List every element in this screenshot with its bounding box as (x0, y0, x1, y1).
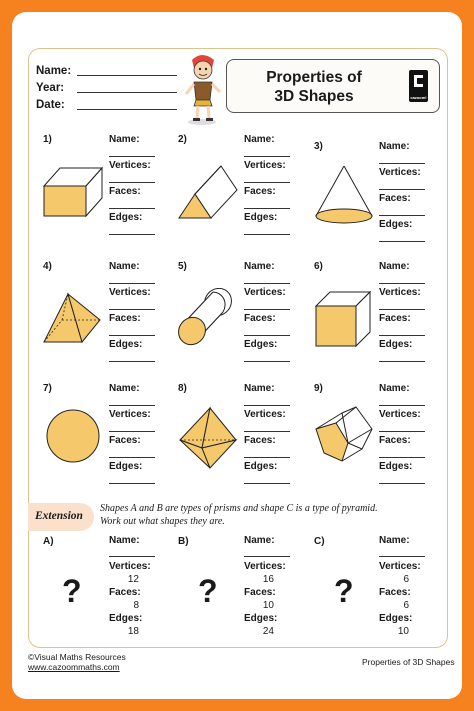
edges-field-label: Edges: (109, 339, 143, 350)
edges-field-label: Edges: (379, 219, 413, 230)
name-answer-line[interactable] (244, 405, 290, 406)
name-answer-line[interactable] (109, 405, 155, 406)
faces-field-label: Faces: (109, 587, 141, 598)
name-answer-line[interactable] (109, 283, 155, 284)
website-link[interactable]: www.cazoommaths.com (28, 662, 120, 672)
extension-letter: B) (178, 536, 189, 547)
vertices-field-label: Vertices: (109, 160, 151, 171)
name-answer-line[interactable] (109, 156, 155, 157)
faces-field-label: Faces: (379, 435, 411, 446)
name-field-label: Name: (109, 261, 140, 272)
edges-answer-line[interactable] (379, 241, 425, 242)
pentagonal-prism-icon (312, 403, 376, 465)
name-field-label: Name: (379, 261, 410, 272)
edges-value: 18 (127, 626, 139, 637)
vertices-field-label: Vertices: (379, 167, 421, 178)
faces-field-label: Faces: (244, 313, 276, 324)
question-mark: ? (334, 573, 354, 609)
name-field-label: Name: (244, 383, 275, 394)
cazoom-logo (409, 70, 428, 102)
cuboid-icon (40, 160, 104, 224)
vertices-field-label: Vertices: (379, 561, 421, 572)
question-number: 4) (43, 261, 52, 272)
vertices-answer-line[interactable] (379, 431, 425, 432)
faces-field-label: Faces: (244, 435, 276, 446)
faces-field-label: Faces: (244, 587, 276, 598)
year-field[interactable] (77, 92, 177, 93)
copyright-text: ©Visual Maths Resources (28, 652, 126, 662)
vertices-field-label: Vertices: (109, 287, 151, 298)
name-answer-line[interactable] (379, 556, 425, 557)
faces-field-label: Faces: (109, 186, 141, 197)
faces-field-label: Faces: (379, 193, 411, 204)
faces-field-label: Faces: (379, 587, 411, 598)
edges-answer-line[interactable] (109, 361, 155, 362)
faces-answer-line[interactable] (379, 335, 425, 336)
name-field-label: Name: (379, 141, 410, 152)
name-answer-line[interactable] (244, 283, 290, 284)
name-field-label: Name: (244, 535, 275, 546)
octahedron-icon (176, 404, 240, 470)
extension-instructions: Shapes A and B are types of prisms and shape C is a type of pyramid. Work out what shapes they are. (100, 503, 378, 527)
extension-tab (28, 503, 94, 531)
year-label: Year: (36, 82, 65, 94)
name-answer-line[interactable] (244, 156, 290, 157)
edges-answer-line[interactable] (244, 361, 290, 362)
vertices-field-label: Vertices: (244, 287, 286, 298)
faces-field-label: Faces: (109, 435, 141, 446)
edges-field-label: Edges: (379, 613, 413, 624)
name-answer-line[interactable] (379, 405, 425, 406)
faces-value: 6 (403, 600, 409, 611)
name-field-label: Name: (109, 383, 140, 394)
title-line-2: 3D Shapes (274, 88, 354, 105)
faces-value: 8 (133, 600, 139, 611)
vertices-answer-line[interactable] (109, 431, 155, 432)
faces-answer-line[interactable] (244, 335, 290, 336)
name-answer-line[interactable] (244, 556, 290, 557)
square-pyramid-icon (40, 288, 104, 348)
name-field-label: Name: (379, 535, 410, 546)
question-number: 6) (314, 261, 323, 272)
question-number: 3) (314, 141, 323, 152)
faces-answer-line[interactable] (244, 208, 290, 209)
edges-field-label: Edges: (244, 461, 278, 472)
edges-answer-line[interactable] (379, 361, 425, 362)
edges-field-label: Edges: (379, 461, 413, 472)
name-answer-line[interactable] (379, 283, 425, 284)
logo-mark-icon (413, 74, 424, 88)
name-field-label: Name: (109, 535, 140, 546)
faces-answer-line[interactable] (109, 457, 155, 458)
vertices-answer-line[interactable] (379, 309, 425, 310)
vertices-field-label: Vertices: (379, 287, 421, 298)
edges-answer-line[interactable] (379, 483, 425, 484)
footer-title: Properties of 3D Shapes (362, 657, 455, 667)
vertices-answer-line[interactable] (244, 431, 290, 432)
faces-field-label: Faces: (109, 313, 141, 324)
edges-answer-line[interactable] (109, 234, 155, 235)
vertices-value: 16 (262, 574, 274, 585)
extension-letter: A) (43, 536, 54, 547)
name-field-label: Name: (244, 261, 275, 272)
question-mark: ? (62, 573, 82, 609)
vertices-field-label: Vertices: (109, 409, 151, 420)
faces-answer-line[interactable] (109, 335, 155, 336)
name-answer-line[interactable] (379, 163, 425, 164)
page-title (239, 68, 389, 106)
question-number: 8) (178, 383, 187, 394)
logo-text: cazoom! (410, 95, 427, 100)
question-number: 5) (178, 261, 187, 272)
name-answer-line[interactable] (109, 556, 155, 557)
edges-answer-line[interactable] (244, 234, 290, 235)
edges-field-label: Edges: (244, 212, 278, 223)
question-number: 1) (43, 134, 52, 145)
vertices-answer-line[interactable] (379, 189, 425, 190)
faces-value: 10 (262, 600, 274, 611)
vertices-answer-line[interactable] (109, 182, 155, 183)
edges-field-label: Edges: (109, 212, 143, 223)
cone-icon (312, 162, 376, 226)
edges-field-label: Edges: (244, 613, 278, 624)
edges-field-label: Edges: (244, 339, 278, 350)
title-line-1: Properties of (266, 69, 362, 86)
vertices-field-label: Vertices: (109, 561, 151, 572)
faces-field-label: Faces: (379, 313, 411, 324)
edges-value: 10 (397, 626, 409, 637)
edges-field-label: Edges: (109, 613, 143, 624)
cartoon-girl-icon (182, 52, 224, 126)
title-box (226, 59, 440, 113)
name-label: Name: (36, 65, 72, 77)
vertices-value: 12 (127, 574, 139, 585)
vertices-field-label: Vertices: (379, 409, 421, 420)
edges-field-label: Edges: (109, 461, 143, 472)
edges-answer-line[interactable] (109, 483, 155, 484)
cylinder-icon (175, 288, 241, 348)
extension-label: Extension (35, 510, 83, 522)
vertices-field-label: Vertices: (244, 160, 286, 171)
vertices-answer-line[interactable] (244, 182, 290, 183)
question-number: 9) (314, 383, 323, 394)
edges-field-label: Edges: (379, 339, 413, 350)
faces-answer-line[interactable] (109, 208, 155, 209)
question-number: 2) (178, 134, 187, 145)
edges-value: 24 (262, 626, 274, 637)
vertices-field-label: Vertices: (244, 409, 286, 420)
vertices-answer-line[interactable] (109, 309, 155, 310)
date-field[interactable] (77, 109, 177, 110)
date-label: Date: (36, 99, 65, 111)
extension-letter: C) (314, 536, 325, 547)
vertices-value: 6 (403, 574, 409, 585)
question-mark: ? (198, 573, 218, 609)
name-field-label: Name: (379, 383, 410, 394)
faces-answer-line[interactable] (379, 457, 425, 458)
triangular-prism-icon (175, 160, 239, 224)
vertices-answer-line[interactable] (244, 309, 290, 310)
name-field[interactable] (77, 75, 177, 76)
edges-answer-line[interactable] (244, 483, 290, 484)
name-field-label: Name: (244, 134, 275, 145)
faces-answer-line[interactable] (379, 215, 425, 216)
name-field-label: Name: (109, 134, 140, 145)
faces-field-label: Faces: (244, 186, 276, 197)
cube-icon (312, 288, 374, 350)
faces-answer-line[interactable] (244, 457, 290, 458)
vertices-field-label: Vertices: (244, 561, 286, 572)
sphere-icon (45, 408, 101, 464)
question-number: 7) (43, 383, 52, 394)
